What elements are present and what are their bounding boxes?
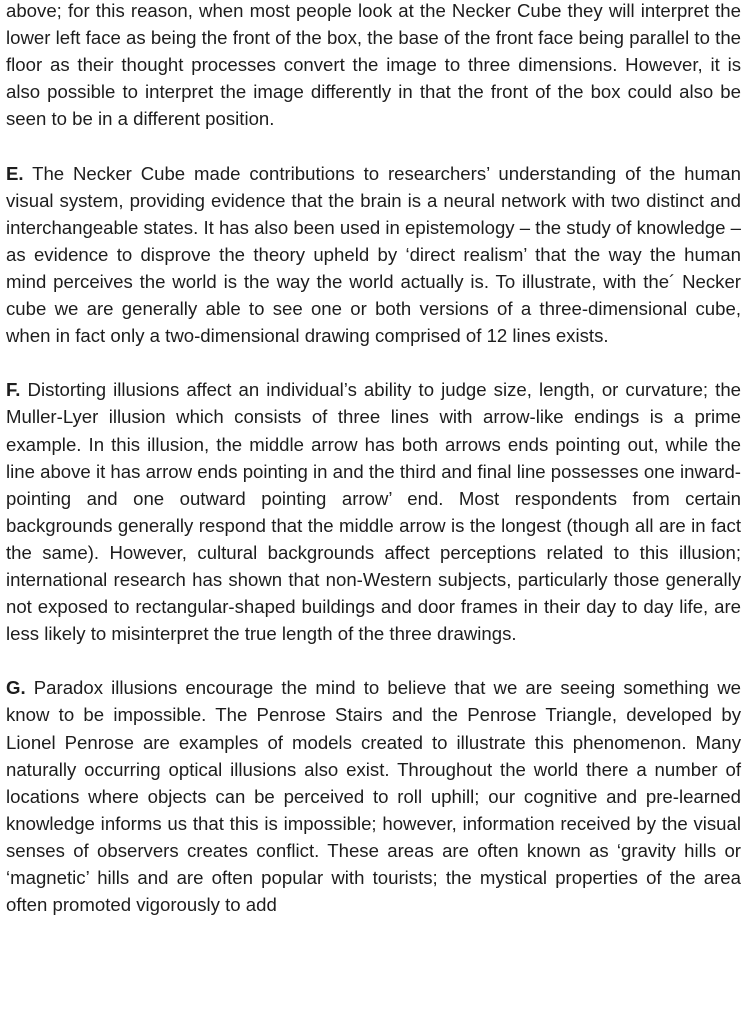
- paragraph-d-continuation: [6, 0, 741, 132]
- paragraph-letter: G.: [6, 677, 26, 699]
- paragraph-gap: [6, 647, 741, 674]
- paragraph-g: [6, 674, 741, 918]
- paragraph-text: above; for this reason, when most people look at the Necker Cube they will interpret the lower left face as being the front of the box, the base of the front face being parallel to the floor as their thought processes convert the image to three dimensions. However, it is also possible to interpret the image differently in that the front of the box could also be seen to be in a different position.: [6, 0, 741, 130]
- paragraph-letter: E.: [6, 162, 24, 184]
- paragraph-letter: F.: [6, 379, 21, 401]
- paragraph-gap: [6, 349, 741, 376]
- paragraph-f: [6, 376, 741, 647]
- paragraph-text: Paradox illusions encourage the mind to believe that we are seeing something we know to be impossible. The Penrose Stairs and the Penrose Triangle, developed by Lionel Penrose are examples of models created to illustrate this phenomenon. Many naturally occurring optical illusions also exist. Throughout the world there a number of locations where objects can be perceived to roll uphill; our cognitive and pre-learned knowledge informs us that this is impossible; however, information received by the visual senses of observers creates conflict. These areas are often known as ‘gravity hills or ‘magnetic’ hills and are often popular with tourists; the mystical properties of the area often promoted vigorously to add: [6, 677, 741, 916]
- document-page: [6, 0, 741, 918]
- paragraph-text: Distorting illusions affect an individual’s ability to judge size, length, or curvature; the Muller-Lyer illusion which consists of three lines with arrow-like endings is a prime example. In this illusion, the middle arrow has both arrows ends pointing out, while the line above it has arrow ends pointing in and the third and final line possesses one inward-pointing and one outward pointing arrow’ end. Most respondents from certain backgrounds generally respond that the middle arrow is the longest (though all are in fact the same). However, cultural backgrounds affect perceptions related to this illusion; international research has shown that non-Western subjects, particularly those generally not exposed to rectangular-shaped buildings and door frames in their day to day life, are less likely to misinterpret the true length of the three drawings.: [6, 379, 741, 645]
- paragraph-e: [6, 160, 741, 350]
- paragraph-gap: [6, 132, 741, 159]
- paragraph-text: The Necker Cube made contributions to researchers’ understanding of the human visual system, providing evidence that the brain is a neural network with two distinct and interchangeable states. It has also been used in epistemology – the study of knowledge – as evidence to disprove the theory upheld by ‘direct realism’ that the way the human mind perceives the world is the way the world actually is. To illustrate, with the´ Necker cube we are generally able to see one or both versions of a three-dimensional cube, when in fact only a two-dimensional drawing comprised of 12 lines exists.: [6, 162, 741, 347]
